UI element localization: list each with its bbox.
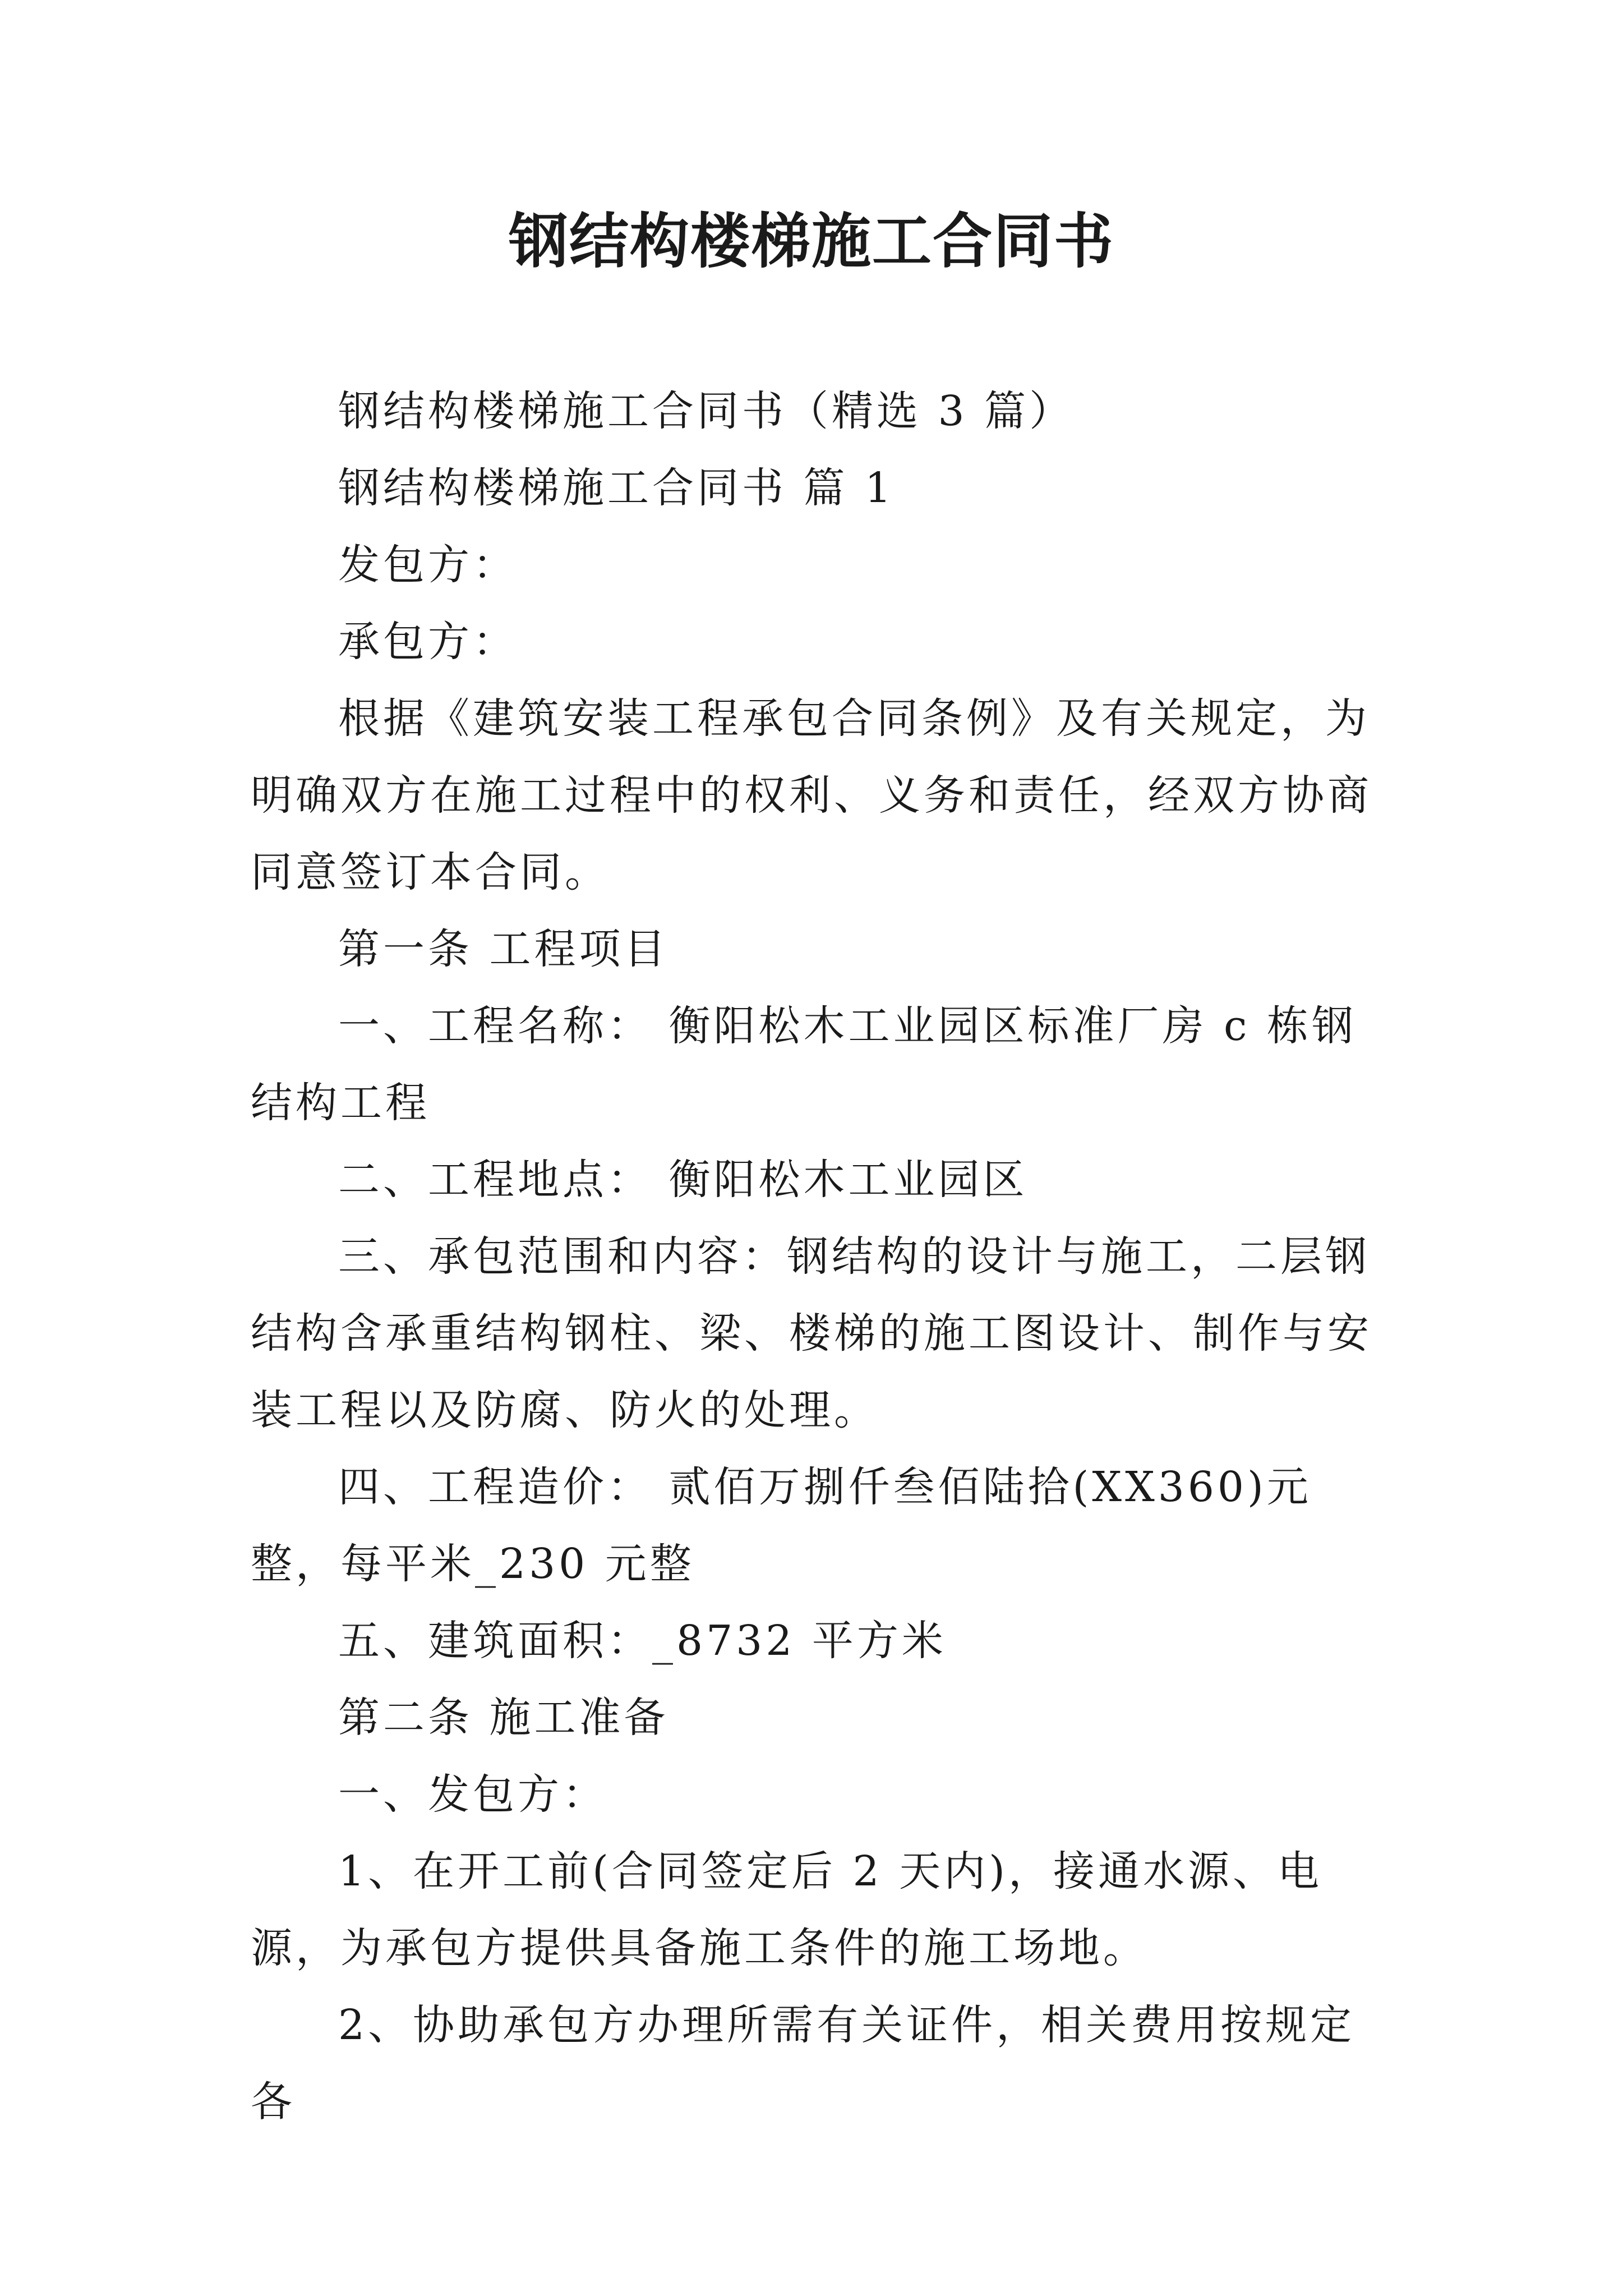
paragraph-contractor: 承包方： [338,618,518,666]
paragraph-employer-duties: 一、发包方： [338,1770,607,1819]
paragraph-cost: 四、工程造价： 贰佰万捌仟叁佰陆拾(XX360)元整，每平米_230 元整 [251,1463,1312,1588]
paragraph-project-name: 一、工程名称： 衡阳松木工业园区标准厂房 c 栋钢结构工程 [251,1002,1357,1127]
paragraph-project-location: 二、工程地点： 衡阳松木工业园区 [338,1156,1028,1204]
paragraph-preamble: 根据《建筑安装工程承包合同条例》及有关规定，为明确双方在施工过程中的权利、义务和责任，经双方协商同意签订本合同。 [251,694,1372,896]
paragraph-duty-1: 1、在开工前(合同签定后 2 天内)，接通水源、电源，为承包方提供具备施工条件的施工场地。 [251,1847,1322,1972]
paragraph-selection-title: 钢结构楼梯施工合同书（精选 3 篇） [338,387,1075,435]
paragraph-part-heading: 钢结构楼梯施工合同书 篇 1 [338,464,895,512]
paragraph-article-2-heading: 第二条 施工准备 [338,1694,669,1742]
paragraph-article-1-heading: 第一条 工程项目 [338,925,669,973]
paragraph-employer: 发包方： [338,541,518,589]
paragraph-area: 五、建筑面积：_8732 平方米 [338,1617,947,1665]
paragraph-duty-2: 2、协助承包方办理所需有关证件，相关费用按规定各 [251,2001,1355,2126]
document-title: 钢结构楼梯施工合同书 [509,206,1114,276]
document-body [251,373,1384,2141]
paragraph-scope: 三、承包范围和内容：钢结构的设计与施工，二层钢结构含承重结构钢柱、梁、楼梯的施工图设计、制作与安装工程以及防腐、防火的处理。 [251,1232,1372,1434]
